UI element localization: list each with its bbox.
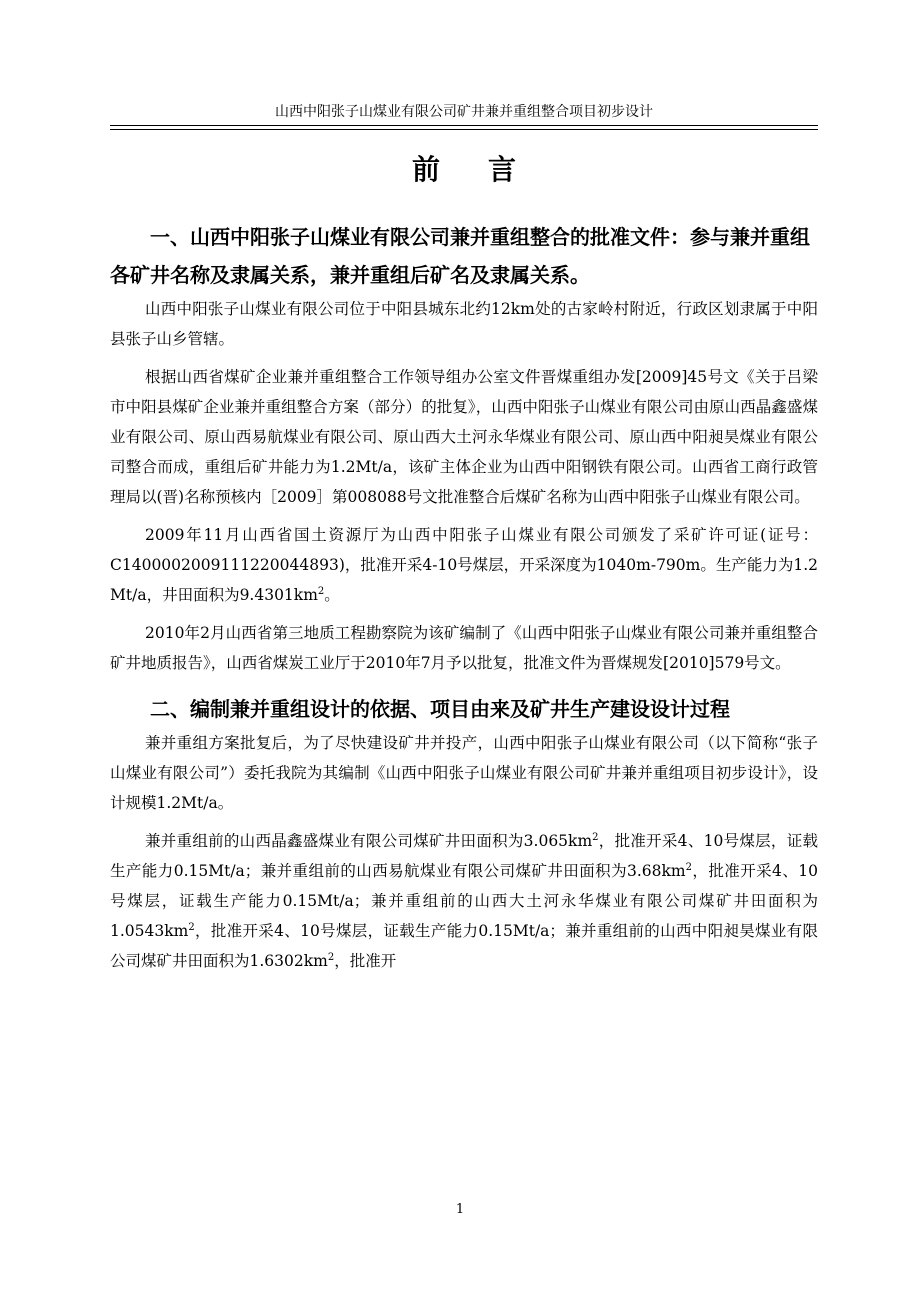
header-rule [110, 125, 818, 126]
section-2-heading: 二、编制兼并重组设计的依据、项目由来及矿井生产建设设计过程 [150, 697, 730, 721]
p2-part-a: 兼并重组前的山西晶鑫盛煤业有限公司煤矿井田面积为3.065km [145, 832, 593, 850]
p2-part-e: ，批准开 [334, 952, 397, 970]
p2-part-d: ，批准开采4、10号煤层，证载生产能力0.15Mt/a；兼并重组前的山西中阳昶昊煤业有限公司煤矿井田面积为1.6302km [110, 922, 818, 970]
superscript-2: 2 [592, 831, 599, 843]
section-1-paragraph-4: 2010年2月山西省第三地质工程勘察院为该矿编制了《山西中阳张子山煤业有限公司兼并重组整合矿井地质报告》，山西省煤炭工业厅于2010年7月予以批复，批准文件为晋煤规发[2010]579号文。 [110, 624, 818, 672]
p2-part-b: ，批准开采4、10号煤层，证载生产能力0.15Mt/a；兼并重组前的山西易航煤业有限公司煤矿井田面积为3.68km [110, 832, 818, 880]
p2-part-c: ，批准开采4、10号煤层，证载生产能力0.15Mt/a；兼并重组前的山西大土河永华煤业有限公司煤矿井田面积为1.0543km [110, 862, 818, 940]
section-1-paragraph-1: 山西中阳张子山煤业有限公司位于中阳县城东北约12km处的古家岭村附近，行政区划隶属于中阳县张子山乡管辖。 [110, 300, 818, 348]
page-number: 1 [455, 1202, 465, 1217]
section-2-paragraph-1: 兼并重组方案批复后，为了尽快建设矿井并投产，山西中阳张子山煤业有限公司（以下简称“张子山煤业有限公司”）委托我院为其编制《山西中阳张子山煤业有限公司矿井兼并重组项目初步设计》，设计规模1.2Mt/a。 [110, 734, 818, 812]
section-1-paragraph-3 [110, 520, 818, 610]
document-body [110, 148, 818, 976]
document-title: 前言 [411, 153, 564, 186]
header-rule-thick [110, 129, 818, 130]
period: 。 [324, 586, 340, 604]
superscript-2: 2 [317, 585, 325, 597]
section-1-paragraph-2: 根据山西省煤矿企业兼并重组整合工作领导组办公室文件晋煤重组办发[2009]45号文《关于吕梁市中阳县煤矿企业兼并重组整合方案（部分）的批复》，山西中阳张子山煤业有限公司由原山西晶鑫盛煤业有限公司、原山西易航煤业有限公司、原山西大土河永华煤业有限公司、原山西中阳昶昊煤业有限公司整合而成，重组后矿井能力为1.2Mt/a，该矿主体企业为山西中阳钢铁有限公司。山西省工商行政管理局以(晋)名称预核内［2009］第008088号文批准整合后煤矿名称为山西中阳张子山煤业有限公司。 [110, 368, 818, 506]
superscript-2: 2 [685, 861, 692, 873]
paragraph-3-text: 2009年11月山西省国土资源厅为山西中阳张子山煤业有限公司颁发了采矿许可证(证号：C1400002009111220044893)，批准开采4-10号煤层，开采深度为1040m-790m。生产能力为1.2 Mt/a，井田面积为9.4301km [110, 526, 818, 604]
section-1-heading: 一、山西中阳张子山煤业有限公司兼并重组整合的批准文件：参与兼并重组各矿井名称及隶属关系，兼并重组后矿名及隶属关系。 [110, 225, 810, 287]
page-header: 山西中阳张子山煤业有限公司矿井兼并重组整合项目初步设计 [275, 104, 653, 120]
superscript-2: 2 [327, 951, 335, 963]
section-2-paragraph-2 [110, 826, 818, 976]
superscript-2: 2 [188, 921, 195, 933]
